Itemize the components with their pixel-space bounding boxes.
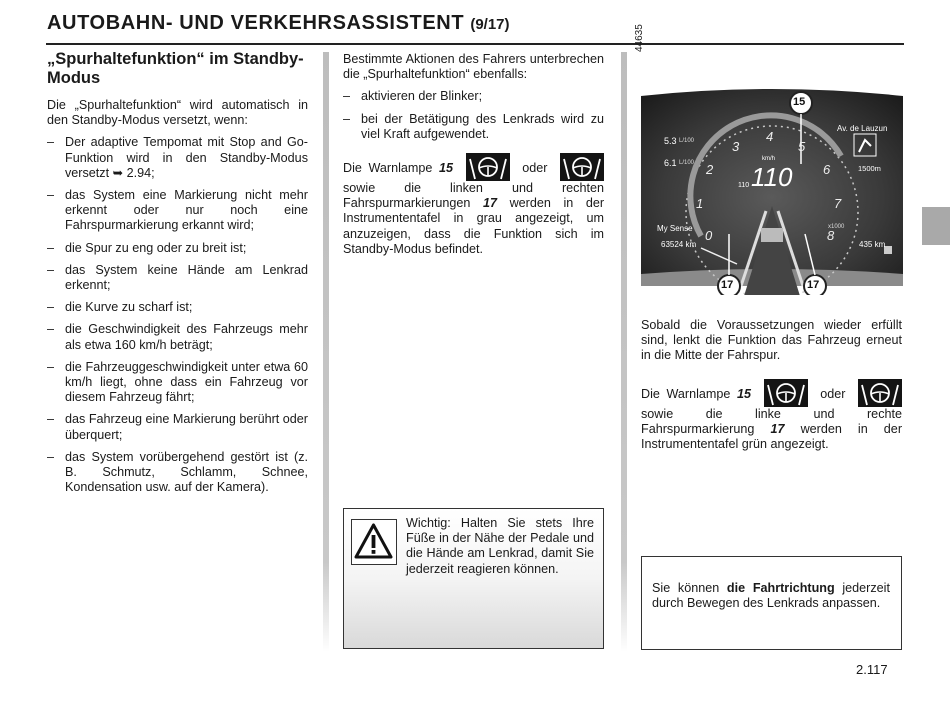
standby-conditions-list	[47, 135, 308, 495]
column-divider-2	[621, 52, 627, 652]
callout-17-left: 17	[721, 279, 734, 291]
col2-intro: Bestimmte Aktionen des Fahrers unterbrechen die „Spurhaltefunktion“ ebenfalls:	[343, 52, 604, 82]
cluster-range: 435 km	[859, 240, 886, 249]
gauge-tick: 3	[732, 139, 740, 154]
lane-assist-icon	[764, 379, 808, 407]
cluster-street: Av. de Lauzun	[837, 124, 888, 133]
section-tab-marker	[922, 207, 950, 245]
list-item-text: das System eine Markierung nicht mehr erkennt oder nur noch eine Fahrspurmarkierung erkannt wird;	[65, 188, 308, 233]
list-item-text: aktivieren der Blinker;	[361, 89, 483, 104]
ref-15: 15	[439, 161, 454, 176]
dash: –	[47, 412, 55, 427]
text: Die Warnlampe	[343, 161, 433, 176]
text: jederzeit durch Bewegen des Lenkrads anpassen.	[652, 581, 890, 611]
section-heading: „Spurhaltefunktion“ im Standby-Modus	[47, 50, 304, 87]
list-item-text: die Geschwindigkeit des Fahrzeugs mehr als etwa 160 km/h beträgt;	[65, 322, 308, 352]
info-text	[652, 581, 890, 611]
cluster-rpm-unit: x1000	[828, 224, 845, 230]
column-2	[343, 52, 604, 257]
text: Die Warnlampe	[641, 386, 731, 401]
list-item	[47, 322, 308, 352]
dash: –	[47, 449, 55, 464]
cluster-consumption-unit-1: L/100	[679, 138, 695, 144]
list-item	[47, 241, 308, 256]
warning-text: Wichtig: Halten Sie stets Ihre Füße in der Nähe der Pedale und die Hände am Lenkrad, damit Sie jederzeit reagieren können.	[406, 516, 594, 576]
col2-lamp-paragraph	[343, 153, 604, 257]
info-bold-text: die Fahrtrichtung	[726, 581, 835, 595]
gauge-tick: 2	[706, 162, 714, 177]
list-item	[47, 360, 308, 406]
dash: –	[47, 322, 55, 337]
col1-intro: Die „Spurhaltefunktion“ wird automatisch in den Standby-Modus versetzt, wenn:	[47, 98, 308, 128]
list-item-text: die Fahrzeuggeschwindigkeit unter etwa 60 km/h liegt, ohne dass ein Fahrzeug vor diesem Fahrzeug fährt;	[65, 359, 308, 405]
list-item	[343, 112, 604, 142]
list-item-text: das System keine Hände am Lenkrad erkennt;	[65, 262, 308, 293]
list-item-text: das System vorübergehend gestört ist (z. B. Schmutz, Schlamm, Schnee, Kondensation usw. auf der Kamera).	[65, 449, 308, 495]
title-page-range: (9/17)	[470, 16, 510, 33]
column-3-text	[641, 318, 902, 452]
cluster-consumption-unit-2: L/100	[679, 160, 695, 166]
dash: –	[47, 359, 55, 374]
lane-assist-standby-icon	[560, 153, 604, 181]
list-item-text: die Kurve zu scharf ist;	[65, 300, 193, 315]
text: sowie die linken und rechten Fahrspurmarkierungen	[343, 181, 604, 211]
ref-17: 17	[482, 196, 497, 211]
cluster-consumption-1: 5.3	[664, 136, 677, 146]
gauge-tick: 6	[823, 162, 831, 177]
ref-17: 17	[770, 421, 785, 436]
info-box	[641, 556, 902, 650]
text: werden in der Instrumententafel in grau angezeigt, um anzuzeigen, dass die Funktion sich im Standby-Modus befindet.	[343, 196, 605, 256]
dash: –	[343, 111, 351, 126]
cluster-mode: My Sense	[657, 224, 693, 233]
list-item-text: Der adaptive Tempomat mit Stop and Go-Funktion wird in den Standby-Modus versetzt ➥ 2.94;	[65, 135, 308, 180]
title-rule	[46, 43, 904, 45]
text: oder	[522, 161, 548, 176]
list-item	[47, 135, 308, 181]
list-item	[343, 89, 604, 104]
callout-15: 15	[793, 96, 806, 108]
gauge-tick: 8	[827, 228, 835, 243]
resume-paragraph: Sobald die Voraussetzungen wieder erfüllt sind, lenkt die Funktion das Fahrzeug erneut in die Mitte der Fahrspur.	[641, 318, 902, 363]
column-1	[47, 50, 308, 495]
list-item	[47, 263, 308, 293]
col3-lamp-paragraph	[641, 379, 902, 453]
gauge-tick: 7	[834, 196, 842, 211]
text: Sie können	[652, 581, 720, 595]
warning-box	[343, 508, 604, 649]
dash: –	[47, 262, 55, 277]
dash: –	[47, 135, 55, 150]
cluster-consumption-2: 6.1	[664, 158, 677, 168]
gauge-tick: 0	[705, 228, 713, 243]
list-item	[47, 188, 308, 234]
title-text: AUTOBAHN- UND VERKEHRSASSISTENT	[47, 12, 465, 34]
figure-reference: 44635	[634, 24, 645, 52]
gauge-tick: 1	[696, 196, 704, 211]
gauge-tick: 4	[766, 129, 774, 144]
text: oder	[820, 386, 846, 401]
list-item	[47, 300, 308, 315]
cluster-odometer: 63524 km	[661, 240, 697, 249]
cluster-speed-unit: km/h	[762, 156, 776, 162]
lane-assist-icon	[466, 153, 510, 181]
page-title	[47, 12, 510, 35]
column-divider-1	[323, 52, 329, 652]
text: sowie die linke und rechte Fahrspurmarkierung	[641, 406, 902, 436]
list-item-text: bei der Betätigung des Lenkrads wird zu viel Kraft aufgewendet.	[361, 111, 604, 141]
dash: –	[343, 89, 351, 104]
text: werden in der Instrumententafel grün angezeigt.	[641, 421, 903, 452]
list-item-text: das Fahrzeug eine Markierung berührt oder überquert;	[65, 412, 308, 442]
cluster-limit: 110	[738, 182, 750, 189]
driver-actions-list	[343, 89, 604, 142]
gauge-tick: 5	[798, 139, 806, 154]
page-number: 2.117	[856, 662, 888, 677]
dash: –	[47, 188, 55, 203]
dash: –	[47, 240, 55, 255]
ref-15: 15	[737, 386, 752, 401]
warning-triangle-icon	[351, 519, 397, 565]
list-item	[47, 450, 308, 496]
cluster-speed: 110	[751, 162, 793, 192]
cluster-distance: 1500m	[858, 164, 881, 173]
list-item-text: die Spur zu eng oder zu breit ist;	[65, 240, 247, 255]
callout-17-right: 17	[807, 279, 820, 291]
dash: –	[47, 300, 55, 315]
lane-assist-standby-icon	[858, 379, 902, 407]
list-item	[47, 412, 308, 442]
instrument-cluster-image	[641, 86, 903, 295]
